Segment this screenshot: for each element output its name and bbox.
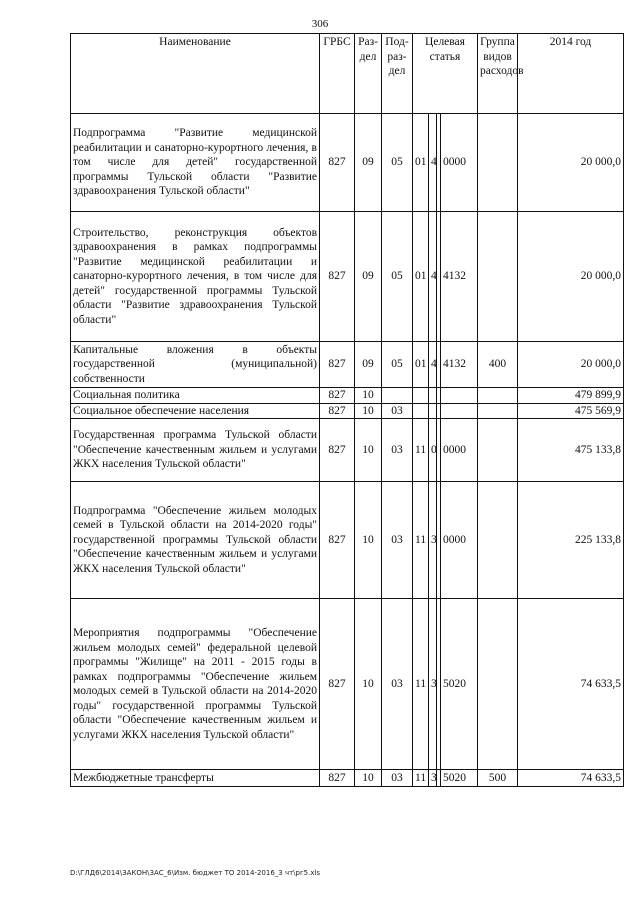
cell-a1: 01 [413, 114, 429, 212]
cell-group [478, 403, 518, 419]
cell-grbs: 827 [320, 599, 355, 770]
cell-a2: 3 [429, 482, 437, 599]
cell-a1 [413, 403, 429, 419]
cell-razdel: 10 [355, 599, 382, 770]
table-row [71, 212, 624, 342]
cell-a2 [429, 403, 437, 419]
cell-podrazdel: 03 [382, 770, 413, 787]
cell-razdel: 09 [355, 342, 382, 388]
cell-group: 500 [478, 770, 518, 787]
cell-name: Строительство, реконструкция объектов здравоохранения в рамках подпрограммы "Развитие медицинской реабилитации и санаторно-курортного лечения, в том числе для детей" государственной программы Тульской области "Развитие здравоохранения Тульской области" [71, 212, 320, 342]
cell-a1: 11 [413, 770, 429, 787]
table-row [71, 482, 624, 599]
cell-razdel: 09 [355, 212, 382, 342]
cell-name: Социальное обеспечение населения [71, 403, 320, 419]
cell-razdel: 10 [355, 770, 382, 787]
cell-a2: 3 [429, 770, 437, 787]
header-expense-group: Группа видов расходов [478, 34, 518, 114]
cell-name: Капитальные вложения в объекты государственной (муниципальной) собственности [71, 342, 320, 388]
cell-name: Подпрограмма "Обеспечение жильем молодых семей в Тульской области на 2014-2020 годы" государственной программы Тульской области "Обеспечение качественным жильем и услугами ЖКХ населения Тульской области" [71, 482, 320, 599]
cell-amount: 74 633,5 [518, 770, 624, 787]
header-razdel: Раз-дел [355, 34, 382, 114]
cell-a4: 0000 [441, 482, 478, 599]
cell-a2: 4 [429, 342, 437, 388]
budget-table [70, 33, 624, 787]
cell-name: Подпрограмма "Развитие медицинской реабилитации и санаторно-курортного лечения, в том числе для детей" государственной программы Тульской области "Развитие здравоохранения Тульской области" [71, 114, 320, 212]
cell-grbs: 827 [320, 419, 355, 482]
cell-group [478, 419, 518, 482]
cell-grbs: 827 [320, 212, 355, 342]
cell-a4 [441, 388, 478, 404]
cell-amount: 475 569,9 [518, 403, 624, 419]
cell-group [478, 212, 518, 342]
cell-podrazdel: 05 [382, 114, 413, 212]
cell-amount: 479 899,9 [518, 388, 624, 404]
cell-amount: 20 000,0 [518, 212, 624, 342]
cell-grbs: 827 [320, 403, 355, 419]
cell-name: Государственная программа Тульской области "Обеспечение качественным жильем и услугами ЖКХ населения Тульской области" [71, 419, 320, 482]
cell-a4: 5020 [441, 599, 478, 770]
cell-amount: 20 000,0 [518, 114, 624, 212]
cell-a2: 4 [429, 114, 437, 212]
cell-a1: 11 [413, 419, 429, 482]
cell-a1: 11 [413, 599, 429, 770]
cell-a4: 5020 [441, 770, 478, 787]
page-number: 306 [311, 18, 329, 30]
cell-group: 400 [478, 342, 518, 388]
cell-a2: 0 [429, 419, 437, 482]
cell-amount: 20 000,0 [518, 342, 624, 388]
cell-podrazdel: 03 [382, 482, 413, 599]
cell-grbs: 827 [320, 482, 355, 599]
cell-group [478, 482, 518, 599]
cell-group [478, 388, 518, 404]
cell-razdel: 10 [355, 403, 382, 419]
cell-grbs: 827 [320, 388, 355, 404]
cell-a1 [413, 388, 429, 404]
cell-name: Социальная политика [71, 388, 320, 404]
cell-amount: 475 133,8 [518, 419, 624, 482]
cell-podrazdel: 03 [382, 403, 413, 419]
cell-name: Мероприятия подпрограммы "Обеспечение жильем молодых семей" федеральной целевой программы "Жилище" на 2011 - 2015 годы в рамках подпрограммы "Обеспечение жильем молодых семей в Тульской области на 2014-2020 годы" государственной программы Тульской области "Обеспечение качественным жильем и услугами ЖКХ населения Тульской области" [71, 599, 320, 770]
cell-podrazdel: 03 [382, 419, 413, 482]
header-podrazdel: Под-раз-дел [382, 34, 413, 114]
table-row [71, 403, 624, 419]
cell-a2 [429, 388, 437, 404]
cell-group [478, 114, 518, 212]
cell-podrazdel: 03 [382, 599, 413, 770]
cell-a1: 01 [413, 342, 429, 388]
cell-a1: 11 [413, 482, 429, 599]
cell-a4: 4132 [441, 342, 478, 388]
cell-podrazdel: 05 [382, 342, 413, 388]
cell-razdel: 10 [355, 419, 382, 482]
cell-podrazdel [382, 388, 413, 404]
cell-razdel: 09 [355, 114, 382, 212]
table-row [71, 599, 624, 770]
table-header-row [71, 34, 624, 114]
cell-a4: 4132 [441, 212, 478, 342]
cell-a4: 0000 [441, 114, 478, 212]
cell-grbs: 827 [320, 114, 355, 212]
cell-grbs: 827 [320, 770, 355, 787]
header-grbs: ГРБС [320, 34, 355, 114]
table-row [71, 770, 624, 787]
cell-razdel: 10 [355, 388, 382, 404]
table-row [71, 342, 624, 388]
cell-group [478, 599, 518, 770]
cell-a2: 3 [429, 599, 437, 770]
file-path-footer: D:\ГЛД6\2014\ЗАКОН\ЗАС_6\Изм. бюджет ТО 2014-2016_3 чт\рг5.xls [70, 869, 321, 877]
table-row [71, 114, 624, 212]
header-year: 2014 год [518, 34, 624, 114]
cell-a2: 4 [429, 212, 437, 342]
cell-razdel: 10 [355, 482, 382, 599]
cell-a4: 0000 [441, 419, 478, 482]
cell-amount: 225 133,8 [518, 482, 624, 599]
cell-podrazdel: 05 [382, 212, 413, 342]
header-name: Наименование [71, 34, 320, 114]
table-row [71, 419, 624, 482]
cell-name: Межбюджетные трансферты [71, 770, 320, 787]
table-row [71, 388, 624, 404]
cell-a1: 01 [413, 212, 429, 342]
cell-grbs: 827 [320, 342, 355, 388]
header-target-article: Целевая статья [413, 34, 478, 114]
cell-a4 [441, 403, 478, 419]
cell-amount: 74 633,5 [518, 599, 624, 770]
